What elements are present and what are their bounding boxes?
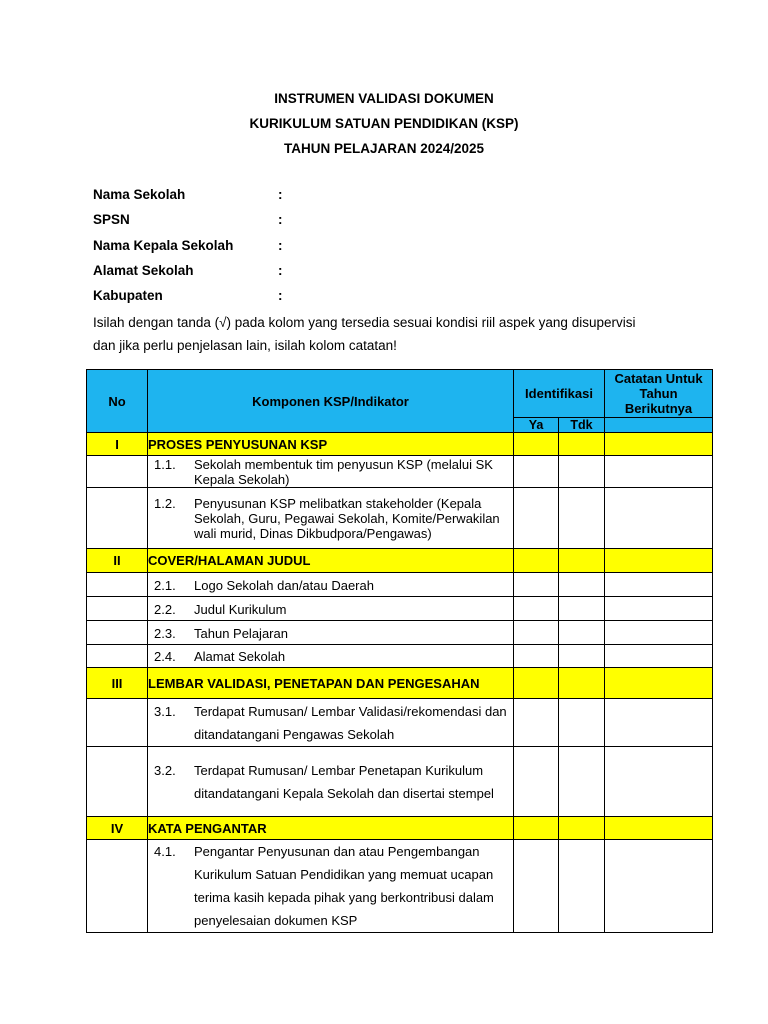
table-header-row xyxy=(87,370,713,418)
no-cell[interactable] xyxy=(559,549,605,573)
field-label: SPSN xyxy=(93,212,130,228)
field-label: Kabupaten xyxy=(93,288,163,304)
indicator-cell xyxy=(148,621,514,645)
field-colon: : xyxy=(278,187,283,202)
instruction-text xyxy=(93,311,703,357)
header-notes: Catatan Untuk Tahun Berikutnya xyxy=(605,370,713,418)
indicator-text: Tahun Pelajaran xyxy=(194,625,288,641)
section-number: IV xyxy=(87,817,148,840)
table-row xyxy=(87,699,713,747)
section-row xyxy=(87,549,713,573)
title-line-1: INSTRUMEN VALIDASI DOKUMEN xyxy=(274,91,494,106)
field-regency xyxy=(93,285,693,310)
yes-cell[interactable] xyxy=(514,549,559,573)
school-identity-fields xyxy=(93,184,693,310)
indicator-cell xyxy=(148,747,514,817)
title-line-3: TAHUN PELAJARAN 2024/2025 xyxy=(283,141,485,156)
row-number-cell xyxy=(87,621,148,645)
table-row xyxy=(87,621,713,645)
yes-cell[interactable] xyxy=(514,817,559,840)
notes-cell[interactable] xyxy=(605,699,713,747)
field-principal-name xyxy=(93,235,693,260)
no-cell[interactable] xyxy=(559,621,605,645)
section-title: LEMBAR VALIDASI, PENETAPAN DAN PENGESAHAN xyxy=(148,668,514,699)
table-row xyxy=(87,573,713,597)
header-no: No xyxy=(87,370,148,433)
notes-cell[interactable] xyxy=(605,433,713,456)
indicator-cell xyxy=(148,699,514,747)
notes-cell[interactable] xyxy=(605,840,713,933)
indicator-text: Pengantar Penyusunan dan atau Pengembangan Kurikulum Satuan Pendidikan yang memuat ucapan terima kasih kepada pihak yang berkontribusi dalam penyelesaian dokumen KSP xyxy=(194,844,494,928)
section-title: PROSES PENYUSUNAN KSP xyxy=(148,433,514,456)
indicator-cell xyxy=(148,573,514,597)
indicator-number: 4.1. xyxy=(154,844,176,859)
no-cell[interactable] xyxy=(559,840,605,933)
indicator-text: Penyusunan KSP melibatkan stakeholder (Kepala Sekolah, Guru, Pegawai Sekolah, Komite/Perwakilan wali murid, Dinas Dikbudpora/Pengawas) xyxy=(194,496,500,541)
field-colon: : xyxy=(278,262,283,278)
table-row xyxy=(87,840,713,933)
row-number-cell xyxy=(87,488,148,549)
notes-cell[interactable] xyxy=(605,549,713,573)
field-colon: : xyxy=(278,212,283,228)
row-number-cell xyxy=(87,840,148,933)
indicator-text: Judul Kurikulum xyxy=(194,601,287,617)
yes-cell[interactable] xyxy=(514,573,559,597)
notes-cell[interactable] xyxy=(605,817,713,840)
validation-table xyxy=(86,369,713,933)
indicator-number: 3.2. xyxy=(154,762,176,778)
field-colon: : xyxy=(278,237,283,253)
indicator-cell xyxy=(148,597,514,621)
section-row xyxy=(87,433,713,456)
no-cell[interactable] xyxy=(559,488,605,549)
yes-cell[interactable] xyxy=(514,488,559,549)
row-number-cell xyxy=(87,747,148,817)
no-cell[interactable] xyxy=(559,747,605,817)
no-cell[interactable] xyxy=(559,597,605,621)
document-title xyxy=(0,86,768,161)
yes-cell[interactable] xyxy=(514,621,559,645)
notes-cell[interactable] xyxy=(605,573,713,597)
table-row xyxy=(87,645,713,668)
notes-cell[interactable] xyxy=(605,621,713,645)
title-line-2: KURIKULUM SATUAN PENDIDIKAN (KSP) xyxy=(249,116,519,131)
section-title: COVER/HALAMAN JUDUL xyxy=(148,549,514,573)
section-number: I xyxy=(87,433,148,456)
indicator-cell xyxy=(148,840,514,933)
no-cell[interactable] xyxy=(559,817,605,840)
section-number: III xyxy=(87,668,148,699)
field-colon: : xyxy=(278,288,283,304)
table-row xyxy=(87,747,713,817)
section-number: II xyxy=(87,549,148,573)
row-number-cell xyxy=(87,597,148,621)
notes-cell[interactable] xyxy=(605,488,713,549)
table-row xyxy=(87,456,713,488)
instruction-line-1: Isilah dengan tanda (√) pada kolom yang tersedia sesuai kondisi riil aspek yang disupervisi xyxy=(93,315,636,330)
row-number-cell xyxy=(87,699,148,747)
indicator-text: Logo Sekolah dan/atau Daerah xyxy=(194,577,374,593)
indicator-number: 2.1. xyxy=(154,577,176,593)
yes-cell[interactable] xyxy=(514,456,559,488)
header-notes-blank xyxy=(605,418,713,433)
indicator-cell xyxy=(148,456,514,488)
header-no-answer: Tdk xyxy=(559,418,605,433)
no-cell[interactable] xyxy=(559,668,605,699)
yes-cell[interactable] xyxy=(514,699,559,747)
row-number-cell xyxy=(87,456,148,488)
indicator-text: Sekolah membentuk tim penyusun KSP (melalui SK Kepala Sekolah) xyxy=(194,457,493,487)
header-identification: Identifikasi xyxy=(514,370,605,418)
indicator-number: 2.4. xyxy=(154,649,176,664)
indicator-number: 2.2. xyxy=(154,601,176,617)
yes-cell[interactable] xyxy=(514,840,559,933)
instruction-line-2: dan jika perlu penjelasan lain, isilah kolom catatan! xyxy=(93,338,397,353)
section-row xyxy=(87,817,713,840)
notes-cell[interactable] xyxy=(605,456,713,488)
indicator-number: 1.1. xyxy=(154,457,176,472)
indicator-number: 2.3. xyxy=(154,625,176,641)
field-spsn xyxy=(93,209,693,234)
row-number-cell xyxy=(87,573,148,597)
indicator-cell xyxy=(148,488,514,549)
yes-cell[interactable] xyxy=(514,645,559,668)
table-row xyxy=(87,597,713,621)
yes-cell[interactable] xyxy=(514,597,559,621)
indicator-text: Terdapat Rumusan/ Lembar Penetapan Kurikulum ditandatangani Kepala Sekolah dan disertai stempel xyxy=(194,762,494,801)
indicator-number: 3.1. xyxy=(154,703,176,719)
yes-cell[interactable] xyxy=(514,668,559,699)
header-yes: Ya xyxy=(514,418,559,433)
field-label: Nama Sekolah xyxy=(93,187,186,202)
row-number-cell xyxy=(87,645,148,668)
no-cell[interactable] xyxy=(559,433,605,456)
no-cell[interactable] xyxy=(559,699,605,747)
section-row xyxy=(87,668,713,699)
table-row xyxy=(87,488,713,549)
header-component: Komponen KSP/Indikator xyxy=(148,370,514,433)
no-cell[interactable] xyxy=(559,573,605,597)
notes-cell[interactable] xyxy=(605,645,713,668)
field-school-name xyxy=(93,184,693,209)
notes-cell[interactable] xyxy=(605,747,713,817)
indicator-cell xyxy=(148,645,514,668)
yes-cell[interactable] xyxy=(514,433,559,456)
indicator-text: Terdapat Rumusan/ Lembar Validasi/rekomendasi dan ditandatangani Pengawas Sekolah xyxy=(194,703,507,742)
no-cell[interactable] xyxy=(559,456,605,488)
field-label: Alamat Sekolah xyxy=(93,262,194,278)
notes-cell[interactable] xyxy=(605,668,713,699)
yes-cell[interactable] xyxy=(514,747,559,817)
no-cell[interactable] xyxy=(559,645,605,668)
section-title: KATA PENGANTAR xyxy=(148,817,514,840)
notes-cell[interactable] xyxy=(605,597,713,621)
field-label: Nama Kepala Sekolah xyxy=(93,237,234,253)
indicator-number: 1.2. xyxy=(154,496,176,511)
indicator-text: Alamat Sekolah xyxy=(194,649,286,664)
field-school-address xyxy=(93,260,693,285)
